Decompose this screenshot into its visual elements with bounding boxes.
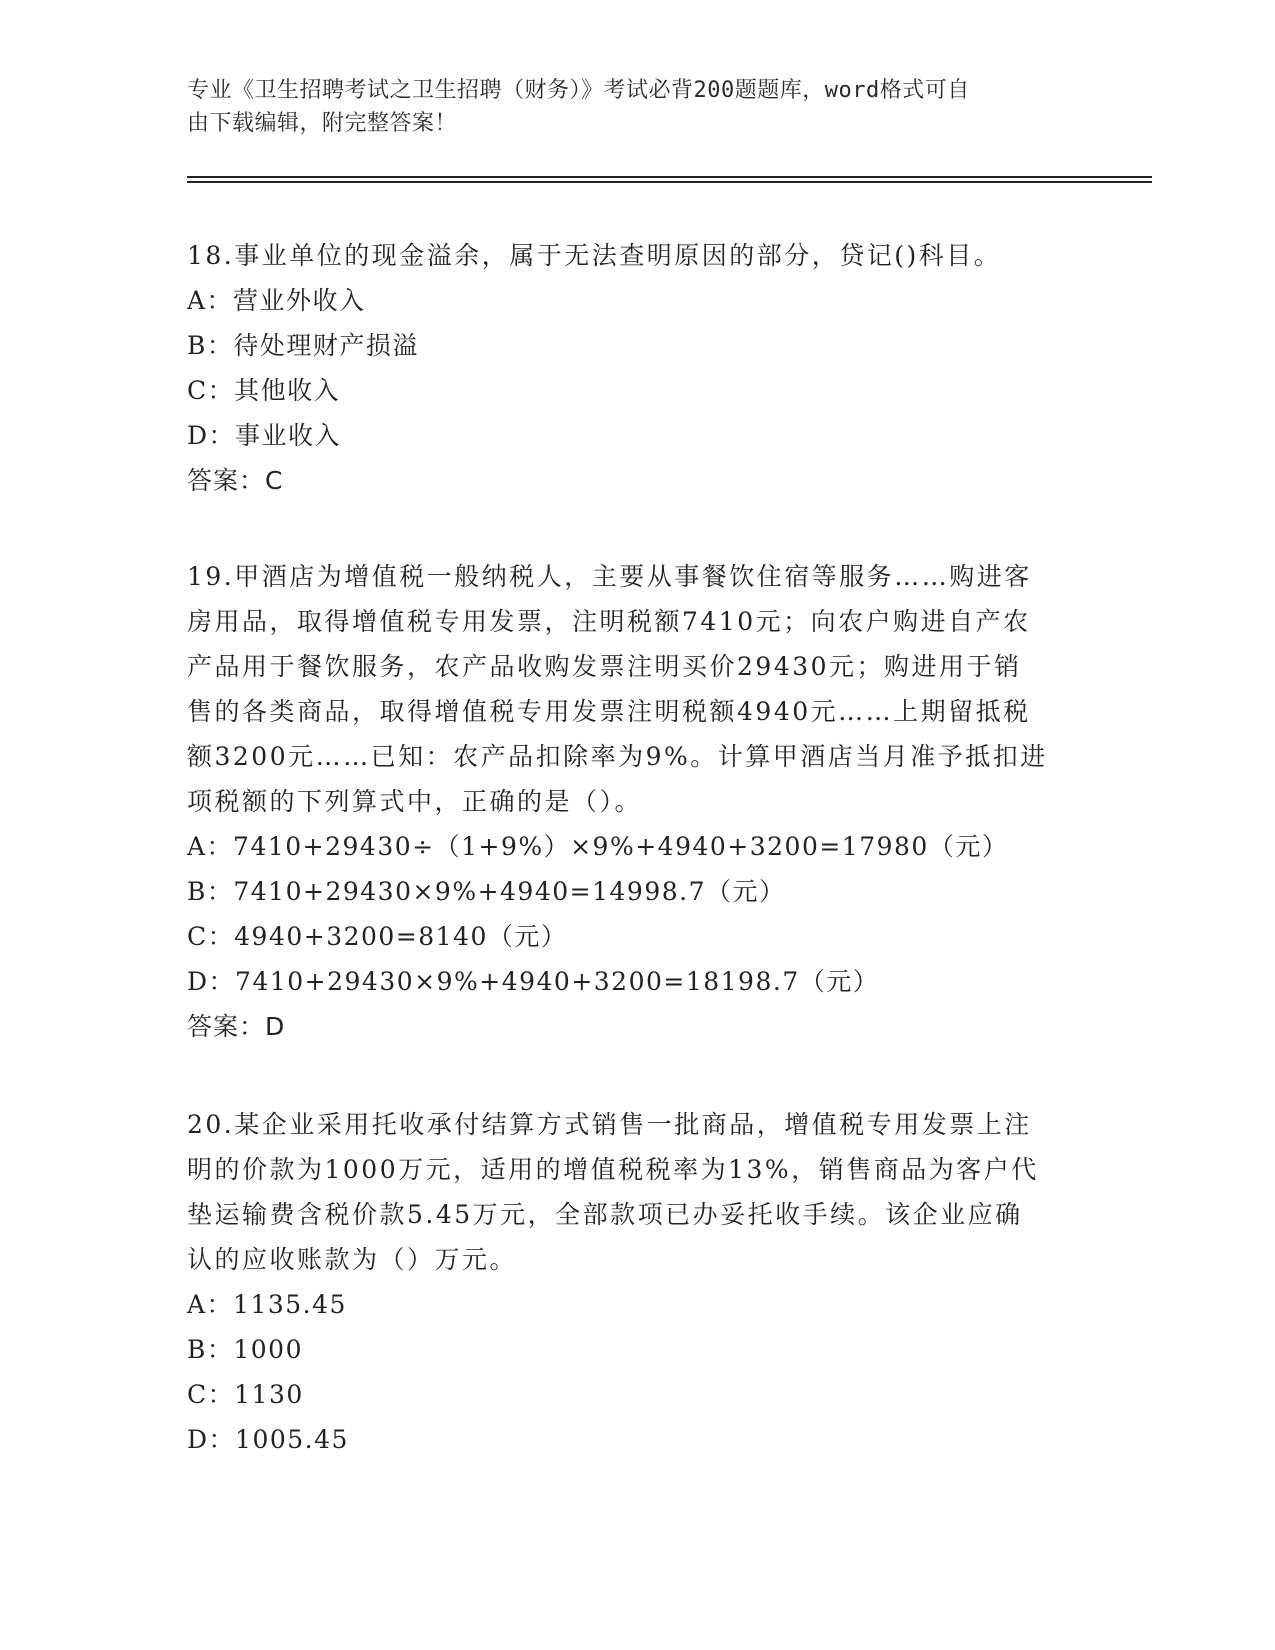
option-c: C：其他收入	[187, 376, 341, 405]
option-a: A：营业外收入	[187, 286, 366, 315]
option-d: D：7410+29430×9%+4940+3200=18198.7（元）	[187, 967, 880, 996]
question-text-line: 房用品，取得增值税专用发票，注明税额7410元；向农户购进自产农	[187, 607, 1031, 636]
question-text-line: 售的各类商品，取得增值税专用发票注明税额4940元……上期留抵税	[187, 697, 1031, 726]
question-20	[187, 1102, 1087, 1462]
question-text-line: 垫运输费含税价款5.45万元，全部款项已办妥托收手续。该企业应确	[187, 1200, 1023, 1229]
header-line-2: 由下载编辑，附完整答案！	[187, 111, 458, 136]
option-d: D：1005.45	[187, 1425, 349, 1454]
option-a: A：1135.45	[187, 1290, 347, 1319]
question-text-line: 产品用于餐饮服务，农产品收购发票注明买价29430元；购进用于销	[187, 652, 1022, 681]
option-b: B：待处理财产损溢	[187, 331, 419, 360]
question-text-line: 认的应收账款为（）万元。	[187, 1245, 518, 1274]
question-text-line: 19.甲酒店为增值税一般纳税人，主要从事餐饮住宿等服务……购进客	[187, 562, 1032, 591]
header-divider-top	[187, 176, 1152, 178]
question-18	[187, 233, 1087, 503]
question-text-line: 额3200元……已知：农产品扣除率为9%。计算甲酒店当月准予抵扣进	[187, 742, 1048, 771]
answer: 答案：D	[187, 1012, 286, 1041]
question-text-line: 项税额的下列算式中，正确的是（）。	[187, 787, 643, 816]
option-d: D：事业收入	[187, 421, 342, 450]
option-a: A：7410+29430÷（1+9%）×9%+4940+3200=17980（元）	[187, 832, 1009, 861]
question-text-line: 18.事业单位的现金溢余，属于无法查明原因的部分，贷记()科目。	[187, 241, 1002, 270]
option-b: B：1000	[187, 1335, 303, 1364]
document-header	[187, 74, 1087, 140]
question-19	[187, 554, 1087, 1049]
option-b: B：7410+29430×9%+4940=14998.7（元）	[187, 877, 786, 906]
answer: 答案：C	[187, 466, 284, 495]
header-line-1: 专业《卫生招聘考试之卫生招聘（财务）》考试必背200题题库，word格式可自	[187, 78, 970, 103]
option-c: C：1130	[187, 1380, 304, 1409]
question-text-line: 20.某企业采用托收承付结算方式销售一批商品，增值税专用发票上注	[187, 1110, 1032, 1139]
option-c: C：4940+3200=8140（元）	[187, 922, 568, 951]
header-divider-bottom	[187, 181, 1152, 183]
question-text-line: 明的价款为1000万元，适用的增值税税率为13%，销售商品为客户代	[187, 1155, 1039, 1184]
